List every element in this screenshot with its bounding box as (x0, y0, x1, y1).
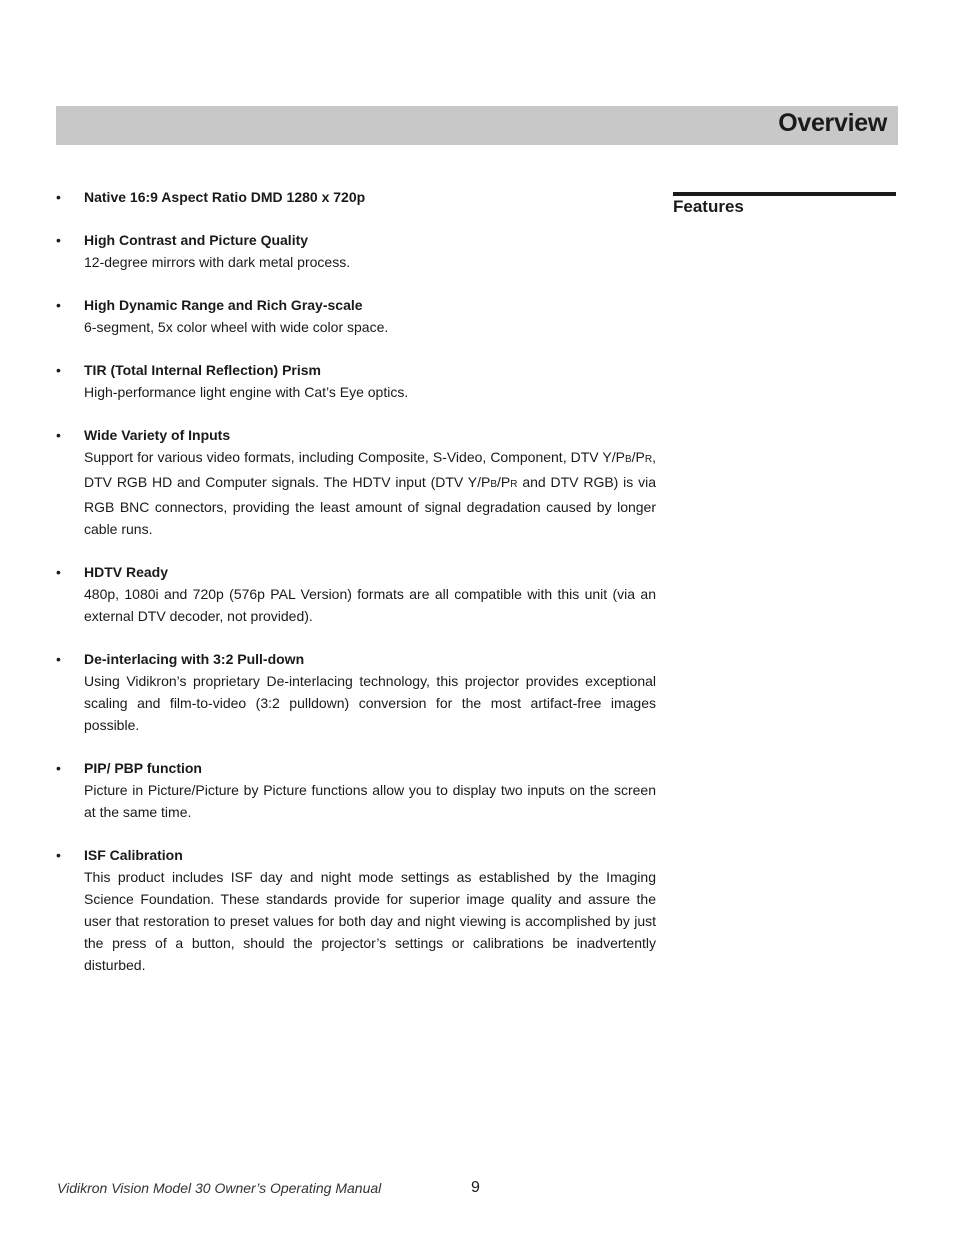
feature-item-aspect-ratio (56, 186, 656, 208)
feature-title: High Dynamic Range and Rich Gray-scale (84, 297, 363, 313)
bullet: • (56, 362, 61, 378)
feature-item-deinterlacing (56, 648, 656, 736)
bullet: • (56, 564, 61, 580)
feature-title: De-interlacing with 3:2 Pull-down (84, 651, 305, 667)
feature-title: TIR (Total Internal Reflection) Prism (84, 362, 321, 378)
feature-description: This product includes ISF day and night mode settings as established by the Imaging Science Foundation. These standards provide for superior image quality and assure the user that restoration to preset values for both day and night viewing is accomplished by just the press of a button, should the projector’s settings or calibrations be inadvertently disturbed. (84, 869, 656, 973)
desc-part: /P (631, 449, 645, 465)
feature-title: Native 16:9 Aspect Ratio DMD 1280 x 720p (84, 189, 366, 205)
feature-description: 480p, 1080i and 720p (576p PAL Version) formats are all compatible with this unit (via an external DTV decoder, not provided). (84, 586, 656, 624)
feature-item-dynamic-range (56, 294, 656, 338)
feature-title: HDTV Ready (84, 564, 169, 580)
desc-part: /P (497, 474, 511, 490)
bullet: • (56, 847, 61, 863)
subscript-r: R (644, 454, 653, 465)
feature-description (84, 446, 656, 540)
bullet: • (56, 232, 61, 248)
features-divider (673, 192, 896, 196)
feature-description: High-performance light engine with Cat’s Eye optics. (84, 384, 409, 400)
feature-description: 6-segment, 5x color wheel with wide color space. (84, 319, 389, 335)
bullet: • (56, 297, 61, 313)
desc-part: Support for various video formats, including Composite, S-Video, Component, DTV Y/P (84, 449, 625, 465)
feature-item-pip-pbp (56, 757, 656, 823)
feature-item-tir-prism (56, 359, 656, 403)
feature-title: ISF Calibration (84, 847, 183, 863)
feature-item-isf-calibration (56, 844, 656, 976)
feature-item-hdtv (56, 561, 656, 627)
feature-item-inputs (56, 424, 656, 540)
page-title: Overview (778, 109, 887, 137)
footer-manual-title: Vidikron Vision Model 30 Owner’s Operating Manual (57, 1180, 382, 1196)
feature-list (56, 186, 656, 997)
bullet: • (56, 189, 61, 205)
bullet: • (56, 427, 61, 443)
bullet: • (56, 651, 61, 667)
feature-title: Wide Variety of Inputs (84, 427, 231, 443)
feature-description: 12-degree mirrors with dark metal process. (84, 254, 351, 270)
page-number: 9 (471, 1179, 480, 1196)
subscript-b: B (490, 479, 498, 490)
feature-title: PIP/ PBP function (84, 760, 202, 776)
subscript-r: R (510, 479, 518, 490)
feature-title: High Contrast and Picture Quality (84, 232, 309, 248)
desc-part: , DTV RGB HD and Computer signals. The HDTV input (DTV Y/P (84, 449, 656, 490)
feature-description: Picture in Picture/Picture by Picture functions allow you to display two inputs on the screen at the same time. (84, 782, 656, 820)
features-heading: Features (673, 197, 744, 216)
feature-item-contrast (56, 229, 656, 273)
desc-part: and DTV RGB) is via RGB BNC connectors, providing the least amount of signal degradation caused by longer cable runs. (84, 474, 656, 537)
subscript-b: B (624, 454, 632, 465)
bullet: • (56, 760, 61, 776)
feature-description: Using Vidikron’s proprietary De-interlacing technology, this projector provides exceptional scaling and film-to-video (3:2 pulldown) conversion for the most artifact-free images possible. (84, 673, 656, 733)
section-header-bar (56, 106, 898, 145)
